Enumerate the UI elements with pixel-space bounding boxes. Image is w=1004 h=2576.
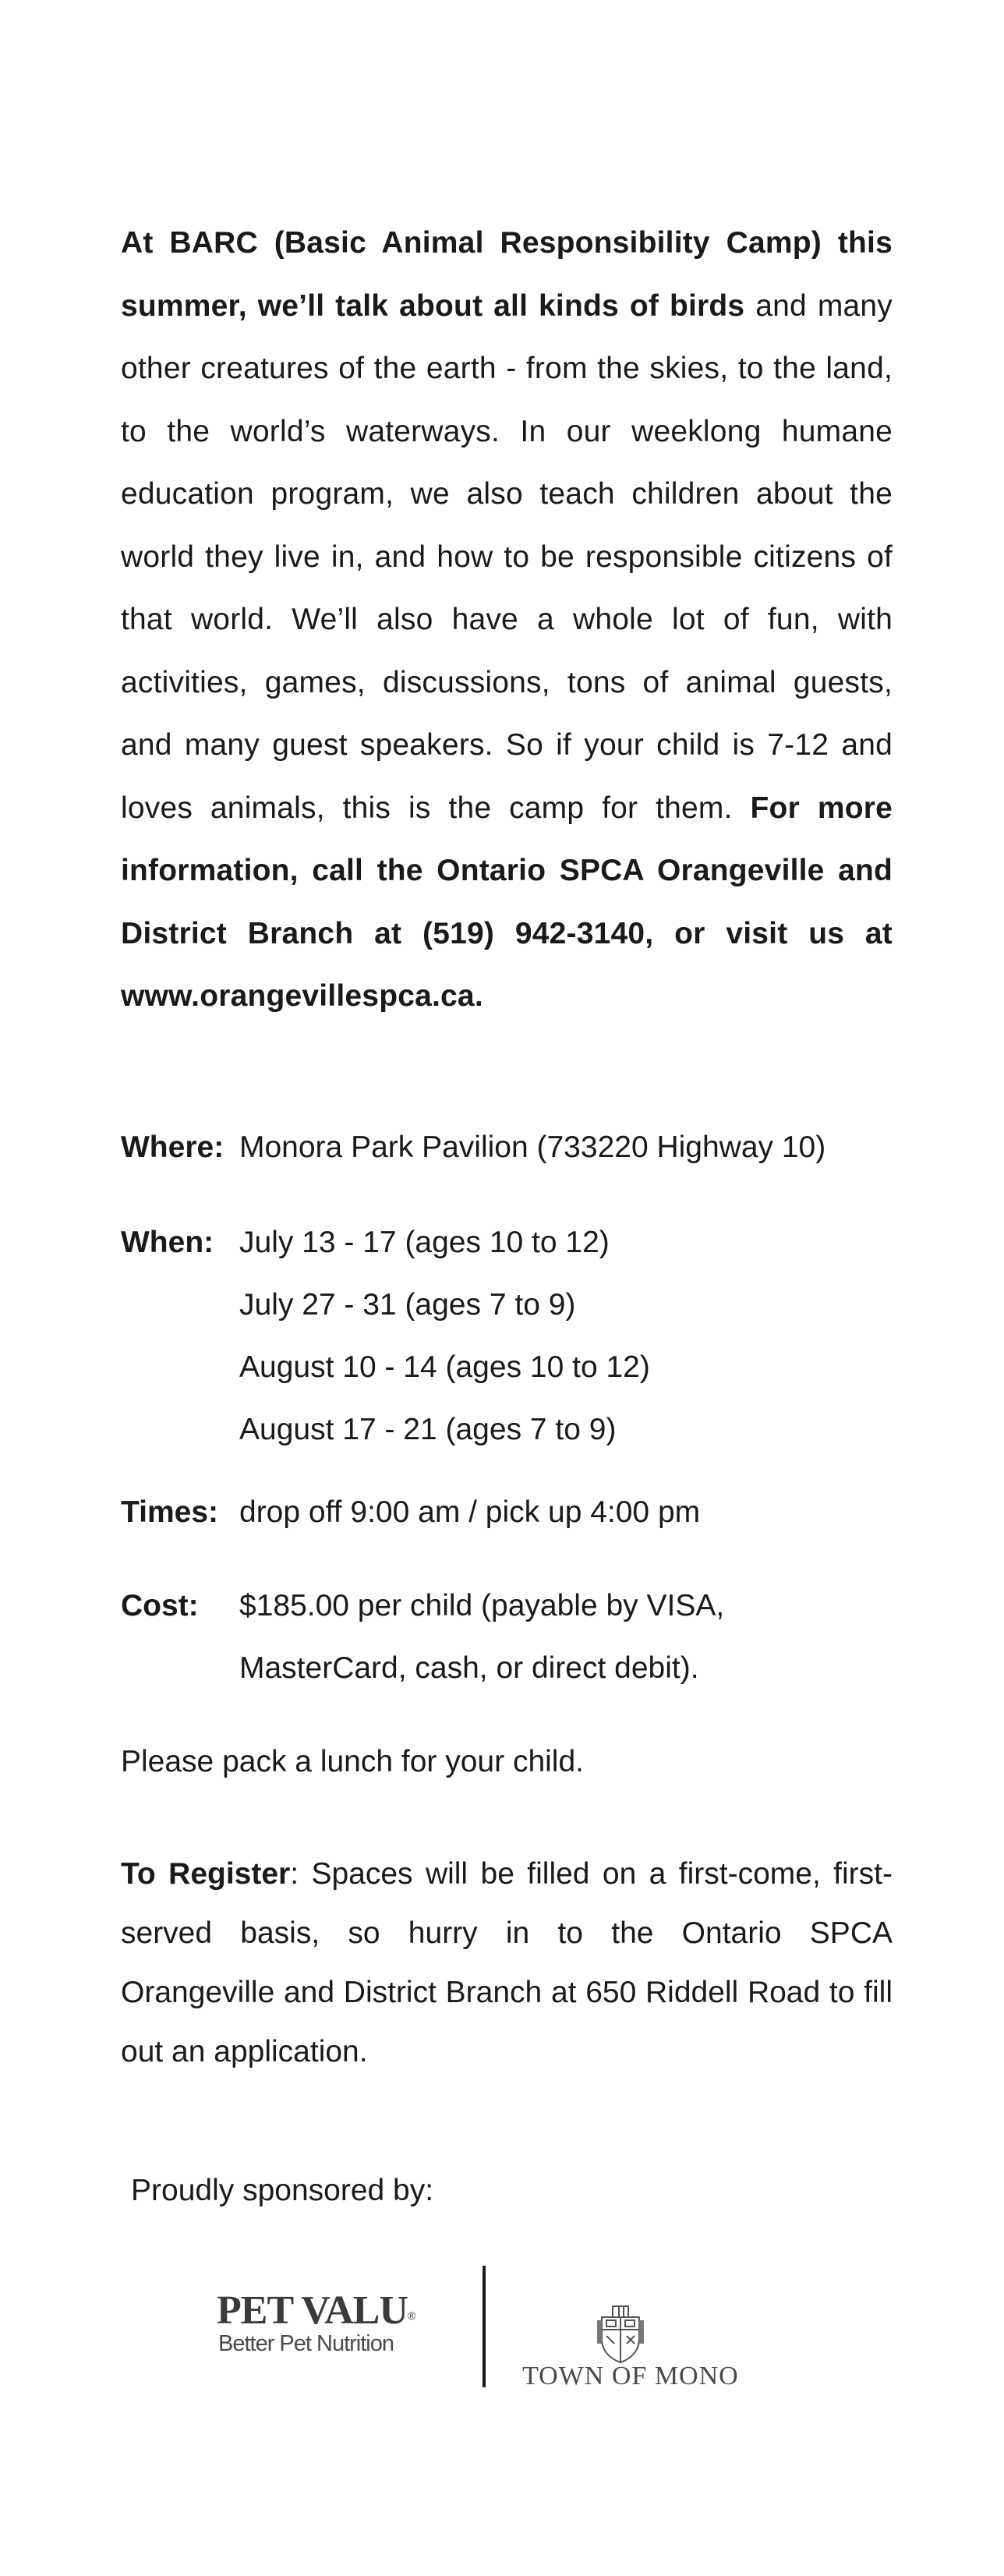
where-label: Where: [121, 1131, 224, 1164]
lunch-note: Please pack a lunch for your child. [121, 1745, 584, 1778]
town-of-mono-name: TOWN OF MONO [522, 2362, 739, 2390]
register-text: : Spaces will be filled on a first-come, first-served basis, so hurry in to the Ontario SPCA Orangeville and District Branch at 650 Riddell Road to fill out an application. [121, 1857, 893, 2068]
intro-bold-lead: At BARC (Basic Animal Responsibility Camp) this summer, we’ll talk about all kinds of birds [121, 226, 893, 323]
session-item: August 10 - 14 (ages 10 to 12) [239, 1350, 650, 1384]
town-crest-icon [596, 2305, 645, 2364]
times-value: drop off 9:00 am / pick up 4:00 pm [239, 1495, 701, 1529]
intro-paragraph [121, 212, 893, 1028]
cost-label: Cost: [121, 1589, 199, 1622]
registered-mark: ® [407, 2309, 415, 2322]
register-paragraph [121, 1845, 893, 2082]
pet-valu-tagline: Better Pet Nutrition [218, 2331, 394, 2356]
where-value: Monora Park Pavilion (733220 Highway 10) [239, 1131, 826, 1164]
register-label: To Register [121, 1857, 291, 1891]
cost-line: $185.00 per child (payable by VISA, [239, 1589, 725, 1622]
intro-contact-info: For more information, call the Ontario SPCA Orangeville and District Branch at (519) 942-3140, or visit us at www.orangevillespca.ca. [121, 791, 893, 1013]
sponsors-label: Proudly sponsored by: [131, 2174, 434, 2207]
pet-valu-name: PET VALU [217, 2288, 408, 2333]
times-label: Times: [121, 1495, 218, 1529]
session-item: July 13 - 17 (ages 10 to 12) [239, 1226, 610, 1259]
town-of-mono-logo [522, 2308, 739, 2390]
session-item: July 27 - 31 (ages 7 to 9) [239, 1288, 576, 1322]
cost-value [239, 1575, 724, 1700]
pet-valu-logo [217, 2288, 451, 2361]
when-sessions [239, 1212, 650, 1461]
cost-line: MasterCard, cash, or direct debit). [239, 1651, 699, 1685]
sponsor-divider [483, 2266, 486, 2387]
intro-body: and many other creatures of the earth - from the skies, to the land, to the world’s waterways. In our weeklong humane education program, we also teach children about the world they live in, and how to be responsible citizens of that world. We’ll also have a whole lot of fun, with activities, games, discussions, tons of animal guests, and many guest speakers. So if your child is 7-12 and loves animals, this is the camp for them. [121, 288, 893, 825]
when-label: When: [121, 1226, 214, 1259]
session-item: August 17 - 21 (ages 7 to 9) [239, 1413, 617, 1446]
